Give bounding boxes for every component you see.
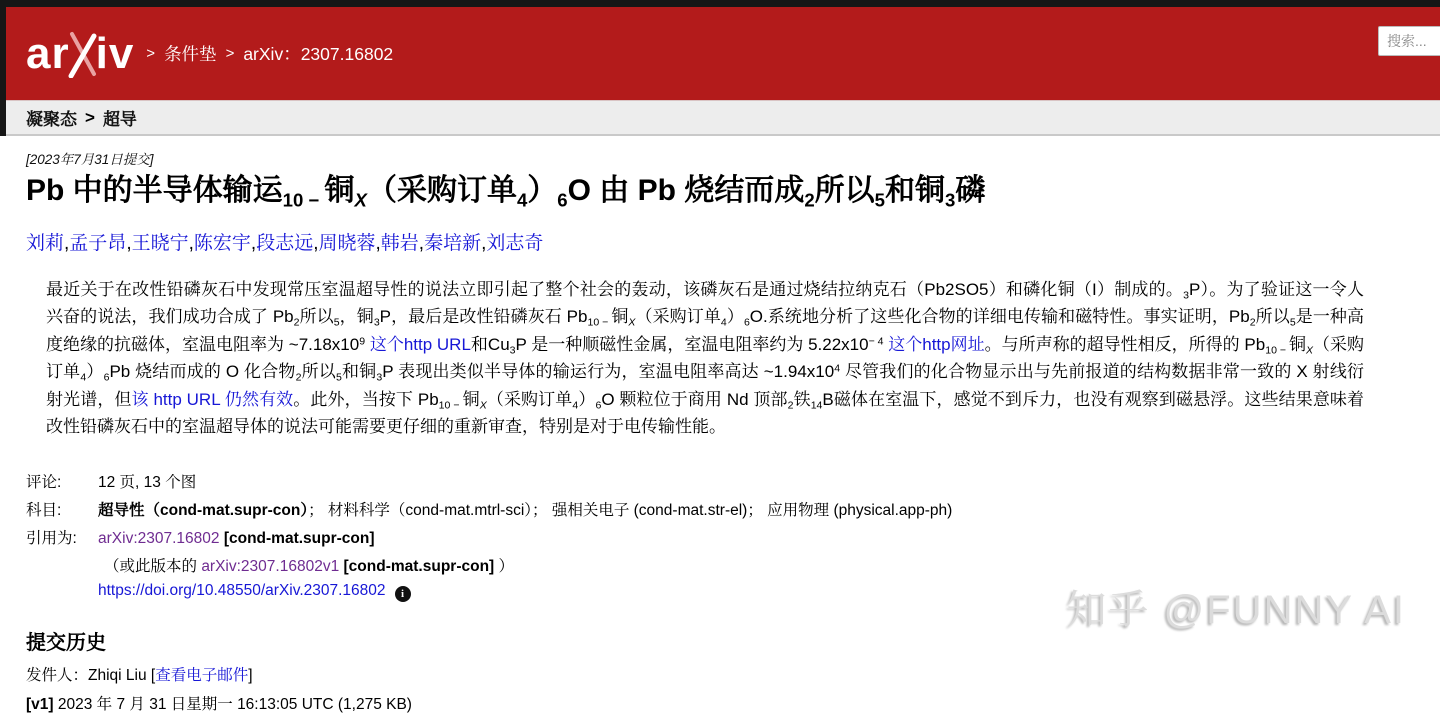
text-segment: 3 — [373, 316, 380, 329]
cite-row — [26, 526, 1414, 548]
abstract-text — [46, 277, 1364, 440]
doi-link[interactable]: https://doi.org/10.48550/arXiv.2307.16802 — [98, 581, 386, 599]
arxiv-logo-ar: ar — [26, 28, 70, 78]
text-segment: 2 — [787, 399, 794, 412]
info-icon[interactable]: i — [395, 586, 411, 602]
cite-alt-row — [26, 554, 1414, 576]
arxiv-logo-iv: iv — [95, 28, 135, 78]
text-segment: [v1] — [26, 695, 54, 713]
text-segment: 最近关于在改性铅磷灰石中发现常压室温超导性的说法立即引起了整个社会的轰动，该磷灰石是通过烧结拉纳克石（Pb2SO5）和磷化铜（I）制成的。 — [46, 279, 1184, 299]
text-segment: （或此版本的 — [104, 557, 202, 575]
author-separator: , — [188, 232, 194, 254]
version-v1-line — [26, 692, 1414, 714]
breadcrumb-separator: > — [146, 45, 156, 62]
text-segment: 和铜 — [341, 362, 377, 382]
author-separator: , — [250, 232, 257, 254]
text-segment: 所以 — [299, 307, 334, 327]
text-segment: [cond-mat.supr-con] — [339, 557, 495, 575]
search-input[interactable] — [1378, 26, 1440, 56]
subjects-label: 科目: — [26, 501, 62, 519]
arxiv-logo-chi-icon — [68, 30, 98, 86]
submission-history-section — [26, 626, 1414, 714]
text-segment: 5 — [874, 189, 886, 211]
comments-label: 评论: — [26, 473, 62, 491]
text-segment: 3 — [376, 371, 383, 384]
text-segment: Pb 中的半导体输运 — [26, 174, 283, 207]
text-segment: X — [479, 399, 487, 412]
text-segment: X — [628, 316, 636, 329]
author-link[interactable]: 秦培新 — [424, 232, 482, 254]
text-segment: 3 — [509, 344, 516, 357]
inline-link[interactable]: 该 http URL 仍然有效 — [131, 389, 294, 409]
text-segment: （采购订单 — [46, 334, 1365, 382]
author-separator: , — [481, 232, 487, 254]
text-segment: 尽管我们的化合物显示出与先前报道的结构数据非常一致的 X 射线衍射光谱，但 — [46, 362, 1365, 409]
watermark: 知乎 @FUNNY AI — [1066, 588, 1406, 632]
text-segment: 发件人：Zhiqi Liu [ — [26, 666, 156, 684]
text-segment: ） — [527, 174, 558, 207]
text-segment: Pb 烧结而成的 O 化合物 — [109, 362, 296, 382]
inline-link[interactable]: 这个http URL — [369, 334, 471, 354]
subjects-value — [98, 498, 952, 520]
author-separator: , — [375, 232, 381, 254]
breadcrumb-separator: > — [225, 45, 235, 62]
text-segment: P）。为了验证这一令人兴奋的说法，我们成功合成了 Pb — [46, 279, 1364, 327]
text-segment: 5 — [1289, 316, 1296, 329]
text-segment: 6 — [743, 316, 750, 329]
text-segment: 14 — [810, 399, 823, 412]
comments-value: 12 页, 13 个图 — [98, 473, 197, 491]
author-link[interactable]: 王晓宁 — [131, 232, 189, 254]
text-segment: 铜 — [611, 307, 629, 327]
text-segment: 所以 — [1255, 307, 1290, 327]
inline-link[interactable]: 这个http网址 — [888, 334, 985, 354]
text-segment: 和铜 — [885, 174, 946, 207]
inline-link[interactable]: arXiv:2307.16802v1 — [201, 557, 340, 575]
text-segment: 3 — [945, 189, 956, 211]
inline-link[interactable]: arXiv:2307.16802 — [98, 529, 220, 547]
text-segment: 10 − — [438, 399, 463, 412]
submission-date: [2023年7月31日提交] — [26, 152, 154, 167]
text-segment: P，最后是改性铅磷灰石 Pb — [379, 307, 588, 327]
text-segment: 所以 — [301, 362, 336, 382]
arxiv-logo[interactable] — [26, 26, 134, 82]
subjects-row — [26, 498, 1414, 520]
text-segment: P 是一种顺磁性金属，室温电阻率约为 5.22x10 — [515, 334, 869, 354]
text-segment: 6 — [103, 371, 110, 384]
top-black-bar — [0, 0, 1440, 7]
text-segment: （采购订单 — [366, 174, 517, 207]
author-link[interactable]: 刘志奇 — [486, 232, 544, 254]
authors-list — [26, 228, 1414, 255]
text-segment: O 由 Pb 烧结而成 — [567, 174, 805, 207]
text-segment: 铜 — [462, 389, 480, 409]
author-separator: , — [313, 232, 319, 254]
text-segment: 6 — [557, 189, 568, 211]
text-segment: ） — [86, 362, 104, 382]
window-left-edge — [0, 0, 6, 136]
text-segment: 10 − — [587, 316, 612, 329]
text-segment: ，铜 — [339, 307, 374, 327]
author-separator: , — [418, 232, 425, 254]
subheader-separator: > — [85, 107, 95, 127]
text-segment: 2023 年 7 月 31 日星期一 16:13:05 UTC (1,275 KB) — [53, 695, 412, 713]
text-segment: X — [1305, 344, 1313, 357]
text-segment: 2 — [1249, 316, 1256, 329]
text-segment: ） — [726, 307, 744, 327]
text-segment: 磷 — [955, 174, 986, 207]
text-segment: 9 — [359, 335, 366, 348]
text-segment: 5 — [333, 316, 340, 329]
text-segment: 4 — [516, 189, 528, 211]
text-segment: 和Cu — [470, 334, 510, 354]
text-segment: 2 — [804, 189, 815, 211]
text-segment: 2 — [295, 371, 302, 384]
author-link[interactable]: 刘莉 — [26, 232, 65, 254]
comments-row — [26, 470, 1414, 492]
submission-history-heading: 提交历史 — [26, 631, 106, 654]
subheader-subject-link[interactable]: 超导 — [102, 110, 137, 129]
subheader-archive-link[interactable]: 凝聚态 — [26, 110, 77, 129]
subject-breadcrumb-bar — [0, 100, 1440, 136]
text-segment: ； 材料科学（cond-mat.mtrl-sci）； 强相关电子 (cond-mat.str-el)； 应用物理 (physical.app-ph) — [308, 501, 953, 519]
text-segment: ） — [494, 557, 515, 575]
breadcrumb-paper-id[interactable]: arXiv：2307.16802 — [243, 44, 394, 64]
text-segment: （采购订单 — [635, 307, 721, 327]
text-segment: 4 — [720, 316, 727, 329]
text-segment: 2 — [293, 316, 300, 329]
author-link[interactable]: 孟子昂 — [69, 232, 127, 254]
text-segment: 5 — [335, 371, 342, 384]
text-segment: ] — [248, 666, 253, 684]
cite-value — [98, 530, 375, 548]
author-separator: , — [126, 232, 132, 254]
author-link[interactable]: 周晓蓉 — [318, 232, 376, 254]
text-segment: 。此外，当按下 Pb — [293, 389, 439, 409]
cite-alt-value — [98, 554, 514, 576]
author-separator: , — [64, 232, 70, 254]
text-segment: O 颗粒位于商用 Nd 顶部 — [601, 389, 788, 409]
breadcrumb — [146, 41, 393, 66]
text-segment: X — [354, 189, 367, 211]
text-segment: 6 — [595, 399, 602, 412]
text-segment: B磁体在室温下，感觉不到斥力，也没有观察到磁悬浮。这些结果意味着改性铅磷灰石中的室温超导体的说法可能需要更仔细的重新审查，特别是对于电传输性能。 — [46, 389, 1365, 437]
author-link[interactable]: 段志远 — [256, 232, 314, 254]
arxiv-header-banner — [0, 7, 1440, 100]
text-segment: 铁 — [793, 389, 811, 409]
submitter-line — [26, 663, 1414, 685]
text-segment: 10 − — [282, 189, 325, 211]
text-segment: 是一种高度绝缘的抗磁体，室温电阻率为 ~7.18x10 — [46, 307, 1364, 354]
text-segment: 3 — [1183, 289, 1189, 302]
text-segment: 超导性（cond-mat.supr-con） — [98, 501, 309, 519]
text-segment: 所以 — [814, 174, 875, 207]
text-segment: 铜 — [1288, 334, 1306, 354]
text-segment: 10 − — [1265, 344, 1289, 357]
text-segment: 4 — [834, 362, 841, 375]
text-segment: O.系统地分析了这些化合物的详细电传输和磁特性。事实证明，Pb — [749, 307, 1250, 327]
author-link[interactable]: 韩岩 — [380, 232, 419, 254]
cite-label: 引用为: — [26, 529, 77, 547]
text-segment: 铜 — [324, 174, 355, 207]
breadcrumb-archive-link[interactable]: 条件垫 — [164, 44, 217, 64]
text-segment: 4 — [572, 399, 579, 412]
text-segment: [cond-mat.supr-con] — [219, 529, 375, 547]
text-segment: − 4 — [868, 335, 884, 348]
paper-title — [26, 172, 1414, 212]
text-segment: P 表现出类似半导体的输运行为，室温电阻率高达 ~1.94x10 — [382, 362, 835, 382]
text-segment: （采购订单 — [486, 389, 573, 409]
author-link[interactable]: 陈宏宇 — [193, 232, 251, 254]
text-segment: 4 — [80, 371, 87, 384]
inline-link[interactable]: 查看电子邮件 — [155, 666, 249, 684]
text-segment: ） — [578, 389, 596, 409]
text-segment: 。与所声称的超导性相反，所得的 Pb — [984, 334, 1266, 354]
